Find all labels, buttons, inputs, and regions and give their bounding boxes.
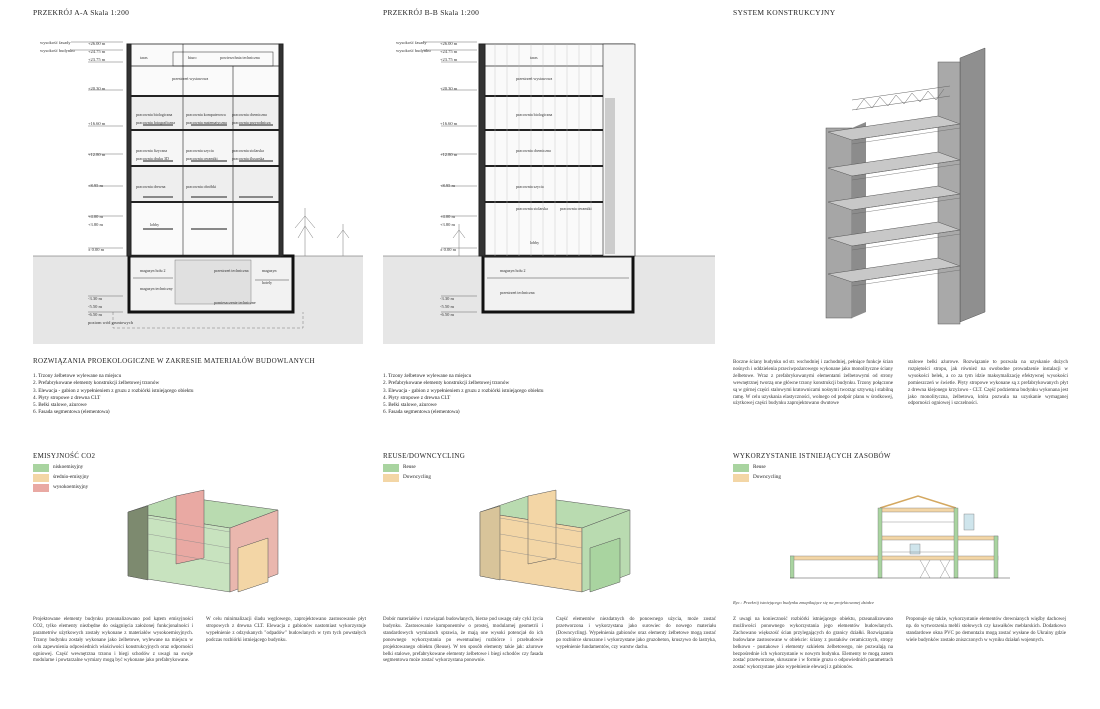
- aa-room-3: przestrzeń wystawowa: [172, 76, 209, 81]
- eco-item-6b: 6. Fasada segmentowa (elementowa): [383, 409, 460, 416]
- bb-level-3: +24.75 m: [440, 49, 458, 54]
- aa-room-23: magazyn techniczny: [140, 286, 173, 291]
- aa-room-6: pracownia chemiczna: [232, 112, 267, 117]
- bb-level-12: -3.30 m: [440, 296, 454, 301]
- emissions-legend-1: [33, 464, 153, 472]
- emissions-text-col2: W celu minimalizacji śladu węglowego, zaprojektowano zastosowanie płyt stropowych z drewna CLT. Elewacja z gabionów nastomiast wykorzystuje wypełnienie z odzyskanych "odpadów" budowlanych w tym tych powstałych podczas rozbiórki istniejącego budynku.: [206, 617, 366, 643]
- aa-room-18: lobby: [150, 222, 160, 227]
- swatch-existing-reuse: [733, 464, 749, 472]
- bb-level-5: +20.30 m: [440, 86, 458, 91]
- aa-room-17: pracownia obróbki: [186, 184, 217, 189]
- legend-low: niskoemisyjny: [53, 464, 84, 470]
- structural-axonometry: [810, 40, 1010, 330]
- swatch-high: [33, 484, 49, 492]
- aa-level-6: +16.60 m: [88, 121, 106, 126]
- bb-level-0: wysokość fasady: [396, 40, 427, 45]
- aa-room-14: pracownia ceramiki: [186, 156, 218, 161]
- ecological-list-a: [33, 373, 193, 417]
- bb-room-1: przestrzeń wystawowa: [516, 76, 553, 81]
- aa-room-13: pracownia druku 3D: [136, 156, 169, 161]
- aa-level-0: wysokość fasady: [40, 40, 71, 45]
- legend-reuse: Reuse: [403, 464, 416, 470]
- eco-item-2: 2. Prefabrykowane elementy konstrukcji żelbetowej trzonów: [33, 380, 160, 387]
- aa-room-9: pracownia przyrodnicza: [232, 120, 271, 125]
- bb-room-2: pracownia biologiczna: [516, 112, 553, 117]
- reuse-legend-2: [383, 474, 503, 482]
- aa-room-8: pracownia matematyczna: [186, 120, 227, 125]
- emissions-legend-2: [33, 474, 153, 482]
- eco-item-2b: 2. Prefabrykowane elementy konstrukcji żelbetowej trzonów: [383, 380, 510, 387]
- aa-room-10: pracownia fizyczna: [136, 148, 168, 153]
- swatch-mid: [33, 474, 49, 482]
- aa-level-3: +24.75 m: [88, 49, 106, 54]
- bb-room-7: lobby: [530, 240, 540, 245]
- aa-level-9: +4.00 m: [88, 214, 104, 219]
- aa-room-24: pomieszczenie techniczne: [214, 300, 256, 305]
- eco-item-6: 6. Fasada segmentowa (elementowa): [33, 409, 110, 416]
- aa-room-19: magazyn holu 2: [140, 268, 166, 273]
- reuse-axonometry: [470, 488, 640, 600]
- eco-item-5b: 5. Belki stalowe, ażurowe: [383, 402, 437, 409]
- structure-text-col1: Boczne ściany budynku od str. wschodniej i zachodniej, pełniące funkcje ścian nośnych i oddzielenia przeciwpożarowego wykonane jako monolityczne ściany żelbetowe. Wraz z prefabrykowanymi elementami żelbetowymi od strony wewnętrznej tworzą one główne trzony konstrukcji budynku. Trzony połączone są w górnej części stalowymi kratownicami nośnymi tworząc sztywną i stabilną ramę. W celu uzyskania elastyczności, wolnego od podpór planu w środkowej, użytkowej części budynku zaprojektowano dwutowe: [733, 360, 893, 407]
- aa-room-5: pracownia komputerowa: [186, 112, 226, 117]
- legend-existing-reuse: Reuse: [753, 464, 766, 470]
- eco-item-3: 3. Elewacja - gabion z wypełnieniem z gruzu z rozbiórki istniejącego obiektu: [33, 387, 194, 394]
- legend-downcycling: Downcycling: [403, 474, 431, 480]
- swatch-existing-downcycling: [733, 474, 749, 482]
- structure-title: SYSTEM KONSTRUKCYJNY: [733, 8, 836, 17]
- existing-text-col1: Z uwagi na konieczność rozbiórki istniejącego obiektu, przeanalizowano możliwości ponownego wykorzystania jego elementów budowlanych. Zachowano większość ścian przylegających do granicy działki. Rozwiązania budowlane zastosowane w obiekcie: ściany z pustaków ceramicznych, stropy belkowo - pustakowe i elementy szkieletu żelbetowego, nie pozwalają na bezpośrednie ich wykorzystanie w nowym budynku. Elementy te mogą zatem zostać przetworzone, skruszone i w formie gruzu o odpowiednich parametrach zostać wykorzystane jako wypełnienie elewacji z gabionów.: [733, 617, 893, 671]
- bb-level-10: +3.80 m: [440, 222, 456, 227]
- existing-title: WYKORZYSTANIE ISTNIEJĄCYCH ZASOBÓW: [733, 452, 891, 460]
- bb-level-2: +26.00 m: [440, 41, 458, 46]
- aa-room-21: magazyn: [262, 268, 277, 273]
- bb-room-4: pracownia szycia: [516, 184, 544, 189]
- bb-level-14: -6.50 m: [440, 312, 454, 317]
- section-aa-title: PRZEKRÓJ A-A Skala 1:200: [33, 8, 130, 17]
- reuse-text-col2: Część elementów niezdatnych do ponownego użycia, może zostać przetworzona i wykorzystana jako surowiec do nowego materiału (Downcycling). Wypełnienia gabionów oraz elementy żelbetowe mogą zostać po rozbiórce skruszone i wykorzystane jako gruzobeton, kruszywo do lastryka, wypełnienie fundamentów, czy warstw dachu.: [556, 617, 716, 650]
- aa-level-14: -6.50 m: [88, 312, 102, 317]
- reuse-text-col1: Dobór materiałów i rozwiązań budowlanych, bierze pod uwagę cały cykl życia budynku. Zastosowanie komponentów o prostej, modularnej geometrii i standardowych wymiarach sprawia, że mają one wysoki potencjał do ich ponownego wykorzystania po ewentualnej rozbiórce i przebudowie projektowanego obiektu (Reuse). W ten sposób elementy takie jak: ażurowe belki stalowe, prefabrykowane elementy żelbetowe i biegi schodów czy fasada segmentowa może zostać wykorzystana ponownie.: [383, 617, 543, 664]
- bb-room-9: przestrzeń techniczna: [500, 290, 535, 295]
- aa-room-11: pracownia szycia: [186, 148, 214, 153]
- aa-room-16: pracownia drewna: [136, 184, 166, 189]
- eco-item-1: 1. Trzony żelbetowe wylewane na miejscu: [33, 373, 122, 379]
- ecological-title: ROZWIĄZANIA PROEKOLOGICZNE W ZAKRESIE MATERIAŁÓW BUDOWLANYCH: [33, 357, 315, 365]
- bb-room-5: pracownia stolarska: [516, 206, 548, 211]
- aa-level-5: +20.30 m: [88, 86, 106, 91]
- existing-section: [790, 492, 1010, 588]
- existing-caption: Ryc.: Przekrój istniejącego budynku zmapikujące się na projektowanej działce: [733, 600, 875, 605]
- swatch-low: [33, 464, 49, 472]
- aa-room-4: pracownia biologiczna: [136, 112, 173, 117]
- bb-level-1: wysokość budynku: [396, 48, 431, 53]
- aa-level-10: +3.80 m: [88, 222, 104, 227]
- existing-legend-1: [733, 464, 853, 472]
- swatch-downcycling: [383, 474, 399, 482]
- aa-level-7: +12.80 m: [88, 152, 106, 157]
- legend-existing-downcycling: Downcycling: [753, 474, 781, 480]
- emissions-text-col1: Projektowane elementy budynku przeanalizowano pod kątem emisyjności CO2, tylko elementy niezbędne do osiągnięcia założonej funkcjonalności i parametrów użytkowych zostały wykonane z materiałów wysokoemisyjnych. Trzony budynku zostały wykonane jako żelbetowe, wylewane na miejscu w celu zapewnienia odpowiednich właściwości konstrukcyjnych oraz odporności ogniowej. Część wewnętrzna trzonu i biegi schodów z uwagi na swoje modularne i powtarzalne wymiary mogą być wykonane jako prefabrykowane.: [33, 617, 193, 664]
- bb-room-0: taras: [530, 55, 538, 60]
- bb-level-11: ± 0.00 m: [440, 247, 457, 252]
- bb-room-3: pracownia chemiczna: [516, 148, 551, 153]
- existing-text-col2: Proponuje się także, wykorzystanie elementów drewnianych więźby dachowej np. do wytworzenia mebli stołowych czy kawałków meblarskich. Dodatkowo standardowe okna PVC po demontażu mogą zostać wysłane do Ukrainy gdzie wiele budynków zostało zniszczonych w wyniku działań wojennych.: [906, 617, 1066, 643]
- emissions-title: EMISYJNOŚĆ CO2: [33, 452, 96, 460]
- aa-level-4: +23.75 m: [88, 57, 106, 62]
- aa-room-0: taras: [140, 55, 148, 60]
- aa-level-2: +26.00 m: [88, 41, 106, 46]
- bb-level-6: +16.60 m: [440, 121, 458, 126]
- aa-room-1: biuro: [188, 55, 197, 60]
- bb-room-8: magazyn holu 2: [500, 268, 526, 273]
- aa-room-20: przestrzeń techniczna: [214, 268, 249, 273]
- ecological-list-b: [383, 373, 543, 417]
- section-bb-title: PRZEKRÓJ B-B Skala 1:200: [383, 8, 480, 17]
- aa-room-2: powierzchnia techniczna: [220, 55, 260, 60]
- eco-item-3b: 3. Elewacja - gabion z wypełnieniem z gruzu z rozbiórki istniejącego obiektu: [383, 387, 544, 394]
- bb-room-6: pracownia ceramiki: [560, 206, 592, 211]
- bb-level-7: +12.80 m: [440, 152, 458, 157]
- aa-level-1: wysokość budynku: [40, 48, 75, 53]
- aa-room-22: hotely: [262, 280, 272, 285]
- aa-room-15: pracownia ślusarska: [232, 156, 265, 161]
- bb-level-13: -5.50 m: [440, 304, 454, 309]
- eco-item-1b: 1. Trzony żelbetowe wylewane na miejscu: [383, 373, 472, 379]
- structure-svg: [810, 40, 1010, 330]
- eco-item-4b: 4. Płyty stropowe z drewna CLT: [383, 394, 451, 401]
- aa-level-12: -3.30 m: [88, 296, 102, 301]
- bb-level-8: +8.95 m: [440, 183, 456, 188]
- bb-level-9: +4.00 m: [440, 214, 456, 219]
- eco-item-4: 4. Płyty stropowe z drewna CLT: [33, 394, 101, 401]
- structure-text-col2: stalowe belki ażurowe. Rozwiązanie to pozwala na uzyskanie dużych rozpiętości stropu, jak również na swobodne prowadzenie instalacji w wysokości belek, a co za tym idzie maksymalizację efektywnej wysokości pomieszczeń w świetle. Płyty stropowe wykonane są z prefabrykowanych płyt z drewna klejonego krzyżowo - CLT. Część podziemna budynku wykonana jest jako monolityczna, żelbetowa, która pozwala na uzyskanie wymaganej odporności ogniowej i szczelności.: [908, 360, 1068, 407]
- existing-legend-2: [733, 474, 853, 482]
- aa-level-15: poziom wód gruntowych: [88, 320, 133, 325]
- aa-level-11: ± 0.00 m: [88, 247, 105, 252]
- aa-level-8: +8.95 m: [88, 183, 104, 188]
- reuse-title: REUSE/DOWNCYCLING: [383, 452, 466, 460]
- aa-level-13: -5.50 m: [88, 304, 102, 309]
- bb-level-4: +23.75 m: [440, 57, 458, 62]
- legend-mid: średnio-emisyjny: [53, 474, 90, 480]
- emissions-axonometry: [118, 488, 288, 600]
- aa-room-12: pracownia stolarska: [232, 148, 264, 153]
- aa-room-7: pracownia fotograficzna: [136, 120, 175, 125]
- eco-item-5: 5. Belki stalowe, ażurowe: [33, 402, 87, 409]
- swatch-reuse: [383, 464, 399, 472]
- reuse-legend-1: [383, 464, 503, 472]
- legend-high: wysokoemisyjny: [53, 484, 89, 490]
